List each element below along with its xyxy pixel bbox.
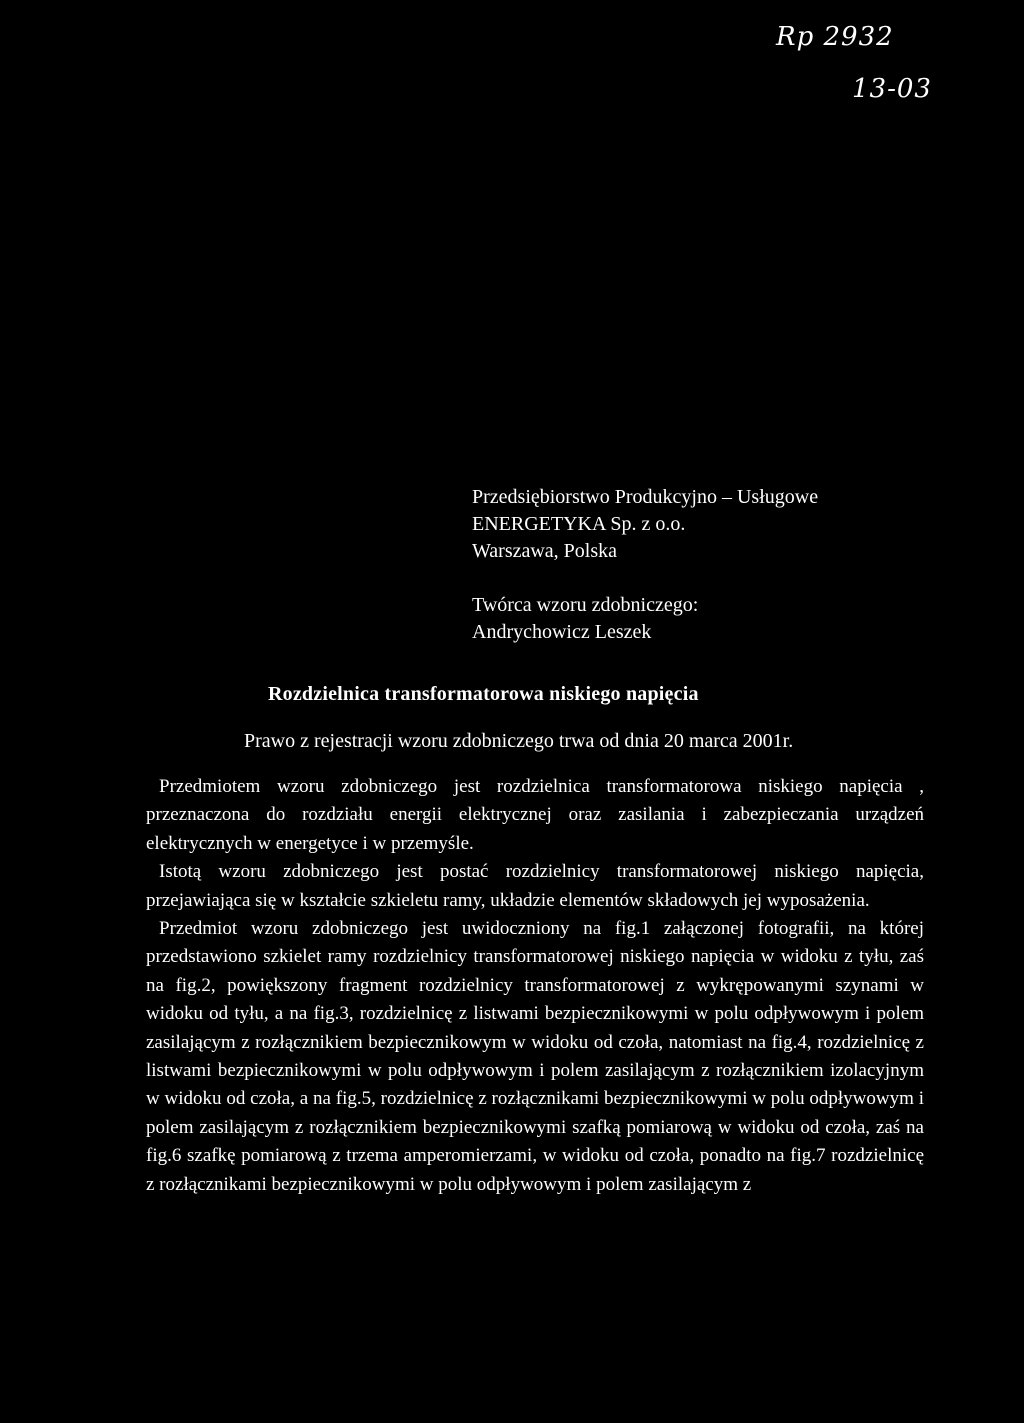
paragraph-essence: Istotą wzoru zdobniczego jest postać rozdzielnicy transformatorowej niskiego napięcia, przejawiająca się w kształcie szkieletu ramy, układzie elementów składowych jej wyposażenia.: [146, 861, 924, 911]
paragraph-figures: Przedmiot wzoru zdobniczego jest uwidoczniony na fig.1 załączonej fotografii, na której przedstawiono szkielet ramy rozdzielnicy transformatorowej niskiego napięcia w widoku z tyłu, zaś na fig.2, powiększony fragment rozdzielnicy transformatorowej z wykrępowanymi szynami w widoku od tyłu, a na fig.3, rozdzielnicę z listwami bezpiecznikowymi w polu odpływowym i polem zasilającym z rozłącznikiem bezpiecznikowym w widoku od czoła, natomiast na fig.4, rozdzielnicę z listwami bezpiecznikowymi w polu odpływowym i polem zasilającym z rozłącznikiem izolacyjnym w widoku od czoła, a na fig.5, rozdzielnicę z rozłącznikami bezpiecznikowymi w polu odpływowym i polem zasilającym z rozłącznikiem bezpiecznikowymi szafką pomiarową w widoku od czoła, zaś na fig.6 szafkę pomiarową z trzema amperomierzami, w widoku od czoła, ponadto na fig.7 rozdzielnicę z rozłącznikami bezpiecznikowymi w polu odpływowym i polem zasilającym z: [146, 918, 924, 1195]
description-body: [146, 773, 924, 1199]
company-name-line-2: ENERGETYKA Sp. z o.o.: [472, 513, 686, 535]
document-title: Rozdzielnica transformatorowa niskiego napięcia: [268, 683, 699, 705]
creator-label: Twórca wzoru zdobniczego:: [472, 594, 699, 616]
paragraph-subject: Przedmiotem wzoru zdobniczego jest rozdzielnica transformatorowa niskiego napięcia , przeznaczona do rozdziału energii elektrycznej oraz zasilania i zabezpieczania urządzeń elektrycznych w energetyce i w przemyśle.: [146, 776, 924, 854]
protection-term: Prawo z rejestracji wzoru zdobniczego trwa od dnia 20 marca 2001r.: [244, 730, 794, 752]
applicant-block: [472, 484, 992, 646]
company-location: Warszawa, Polska: [472, 540, 618, 562]
creator-name: Andrychowicz Leszek: [472, 621, 652, 643]
handwritten-date-note: 13-03: [852, 74, 932, 104]
handwritten-reference-number: Rp 2932: [776, 22, 894, 52]
company-name-line-1: Przedsiębiorstwo Produkcyjno – Usługowe: [472, 486, 819, 508]
